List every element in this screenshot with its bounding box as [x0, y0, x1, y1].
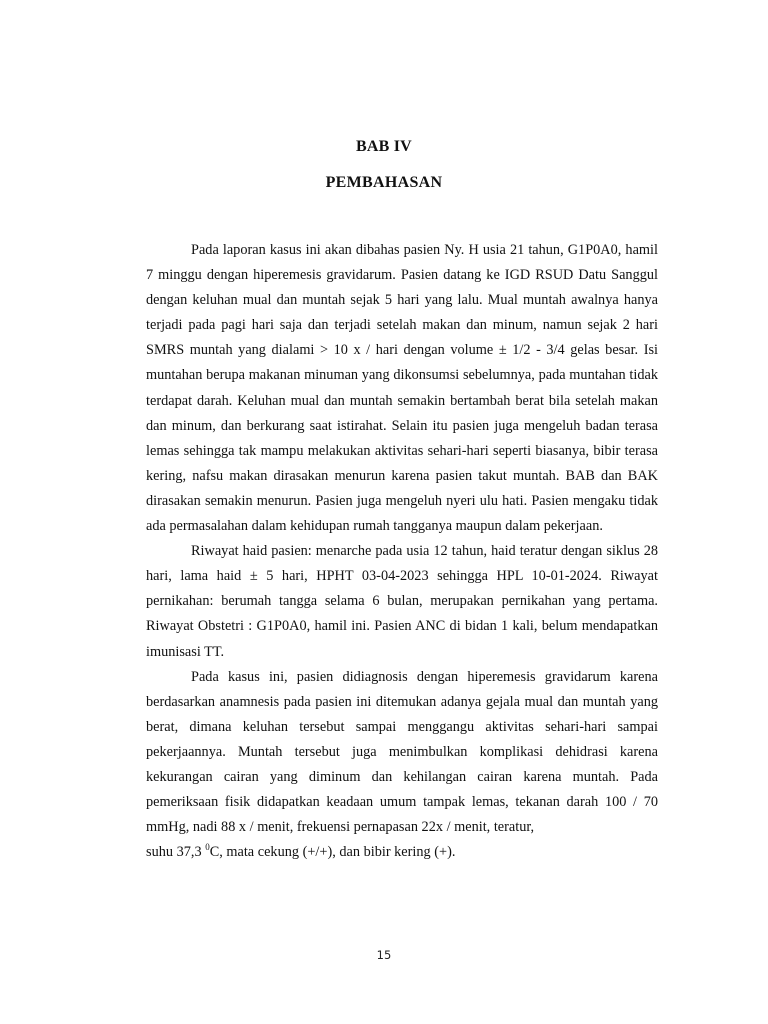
chapter-title: PEMBAHASAN: [325, 174, 443, 191]
chapter-label: BAB IV: [356, 138, 412, 155]
degree-superscript: 0: [205, 842, 210, 853]
page-number: 15: [376, 948, 392, 962]
paragraph-vitals-line: [146, 840, 658, 865]
vitals-continuation-text: C, mata cekung (+/+), dan bibir kering (+).: [209, 844, 456, 861]
body-text: [146, 238, 658, 865]
paragraph-diagnosis: Pada kasus ini, pasien didiagnosis dengan hiperemesis gravidarum karena berdasarkan anamnesis pada pasien ini ditemukan adanya gejala mual dan muntah yang berat, dimana keluhan tersebut sampai menggangu aktivitas sehari-hari sampai pekerjaannya. Muntah tersebut juga menimbulkan komplikasi dehidrasi karena kekurangan cairan yang diminum dan kehilangan cairan karena muntah. Pada pemeriksaan fisik didapatkan keadaan umum tampak lemas, tekanan darah 100 / 70 mmHg, nadi 88 x / menit, frekuensi pernapasan 22x / menit, teratur,: [146, 668, 658, 836]
paragraph-menstrual-history: Riwayat haid pasien: menarche pada usia 12 tahun, haid teratur dengan siklus 28 hari, lama haid ± 5 hari, HPHT 03-04-2023 sehingga HPL 10-01-2024. Riwayat pernikahan: berumah tangga selama 6 bulan, merupakan pernikahan yang pertama. Riwayat Obstetri : G1P0A0, hamil ini. Pasien ANC di bidan 1 kali, belum mendapatkan imunisasi TT.: [146, 543, 658, 660]
paragraph-case-report: Pada laporan kasus ini akan dibahas pasien Ny. H usia 21 tahun, G1P0A0, hamil 7 minggu dengan hiperemesis gravidarum. Pasien datang ke IGD RSUD Datu Sanggul dengan keluhan mual dan muntah sejak 5 hari yang lalu. Mual muntah awalnya hanya terjadi pada pagi hari saja dan terjadi setelah makan dan minum, namun sejak 2 hari SMRS muntah yang dialami > 10 x / hari dengan volume ± 1/2 - 3/4 gelas besar. Isi muntahan berupa makanan minuman yang dikonsumsi sebelumnya, pada muntahan tidak terdapat darah. Keluhan mual dan muntah semakin bertambah berat bila setelah makan dan minum, dan berkurang saat istirahat. Selain itu pasien juga mengeluh badan terasa lemas sehingga tak mampu melakukan aktivitas sehari-hari seperti biasanya, bibir terasa kering, nafsu makan dirasakan menurun karena pasien takut muntah. BAB dan BAK dirasakan semakin menurun. Pasien juga mengeluh nyeri ulu hati. Pasien mengaku tidak ada permasalahan dalam kehidupan rumah tangganya maupun dalam pekerjaan.: [146, 242, 658, 535]
temperature-text: suhu 37,3: [146, 844, 206, 861]
